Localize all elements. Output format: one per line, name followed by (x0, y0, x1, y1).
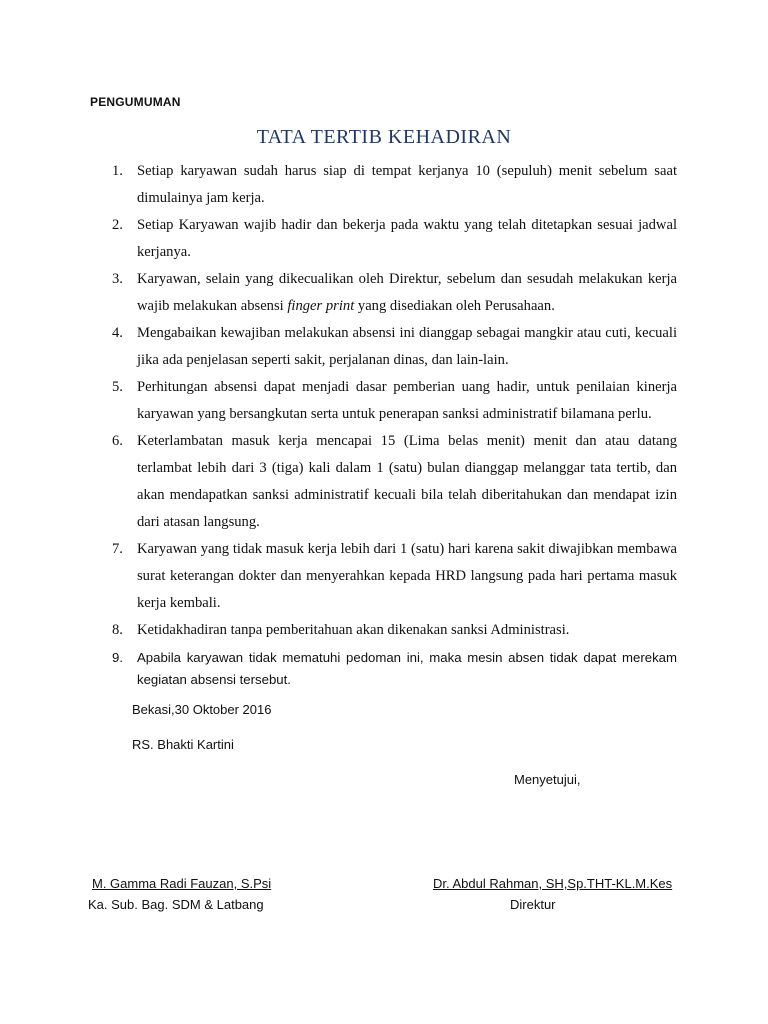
rule-number: 1. (112, 163, 123, 179)
signer-right-title: Direktur (510, 897, 556, 912)
signer-left-title: Ka. Sub. Bag. SDM & Latbang (88, 897, 264, 912)
rule-text: Apabila karyawan tidak mematuhi pedoman ini, maka mesin absen tidak dapat merekam kegiatan absensi tersebut. (137, 650, 677, 687)
rule-item (109, 428, 677, 536)
organization-name: RS. Bhakti Kartini (132, 737, 234, 752)
rule-text: yang disediakan oleh Perusahaan. (354, 298, 555, 314)
rule-text-italic: finger print (287, 298, 355, 314)
rule-text: Keterlambatan masuk kerja mencapai 15 (Lima belas menit) menit dan atau datang terlambat lebih dari 3 (tiga) kali dalam 1 (satu) bulan dianggap melanggar tata tertib, dan akan mendapatkan sanksi administratif kecuali bila telah diberitahukan dan mendapat izin dari atasan langsung. (137, 433, 677, 530)
rule-text: Karyawan yang tidak masuk kerja lebih dari 1 (satu) hari karena sakit diwajibkan membawa surat keterangan dokter dan menyerahkan kepada HRD langsung pada hari pertama masuk kerja kembali. (137, 541, 677, 611)
rule-text: Setiap Karyawan wajib hadir dan bekerja pada waktu yang telah ditetapkan sesuai jadwal kerjanya. (137, 217, 677, 260)
rule-number: 9. (112, 650, 123, 665)
signer-left-name: M. Gamma Radi Fauzan, S.Psi (92, 876, 272, 891)
rule-text: Perhitungan absensi dapat menjadi dasar pemberian uang hadir, untuk penilaian kinerja karyawan yang bersangkutan serta untuk penerapan sanksi administratif bilamana perlu. (137, 379, 677, 422)
rule-item (109, 647, 677, 691)
rule-item (109, 320, 677, 374)
rule-number: 7. (112, 541, 123, 557)
place-date: Bekasi,30 Oktober 2016 (132, 702, 272, 717)
rule-item (109, 617, 677, 644)
rule-item (109, 158, 677, 212)
rule-text: Ketidakhadiran tanpa pemberitahuan akan dikenakan sanksi Administrasi. (137, 622, 570, 638)
rule-text: Setiap karyawan sudah harus siap di tempat kerjanya 10 (sepuluh) menit sebelum saat dimulainya jam kerja. (137, 163, 677, 206)
rule-item (109, 374, 677, 428)
rule-item (109, 266, 677, 320)
rule-number: 6. (112, 433, 123, 449)
rule-text: Mengabaikan kewajiban melakukan absensi ini dianggap sebagai mangkir atau cuti, kecuali jika ada penjelasan seperti sakit, perjalanan dinas, dan lain-lain. (137, 325, 677, 368)
document-title: TATA TERTIB KEHADIRAN (256, 126, 512, 148)
rule-item (109, 212, 677, 266)
announcement-label: PENGUMUMAN (90, 95, 181, 109)
rule-number: 8. (112, 622, 123, 638)
rule-number: 3. (112, 271, 123, 287)
rule-number: 4. (112, 325, 123, 341)
rule-item (109, 536, 677, 617)
signer-right-name: Dr. Abdul Rahman, SH,Sp.THT-KL.M.Kes (433, 876, 673, 891)
rule-text: Karyawan, selain yang dikecualikan oleh Direktur, sebelum dan sesudah melakukan kerja wajib melakukan absensi (137, 271, 677, 314)
rules-list (109, 158, 677, 691)
approval-label: Menyetujui, (514, 772, 581, 787)
rule-number: 5. (112, 379, 123, 395)
rule-number: 2. (112, 217, 123, 233)
